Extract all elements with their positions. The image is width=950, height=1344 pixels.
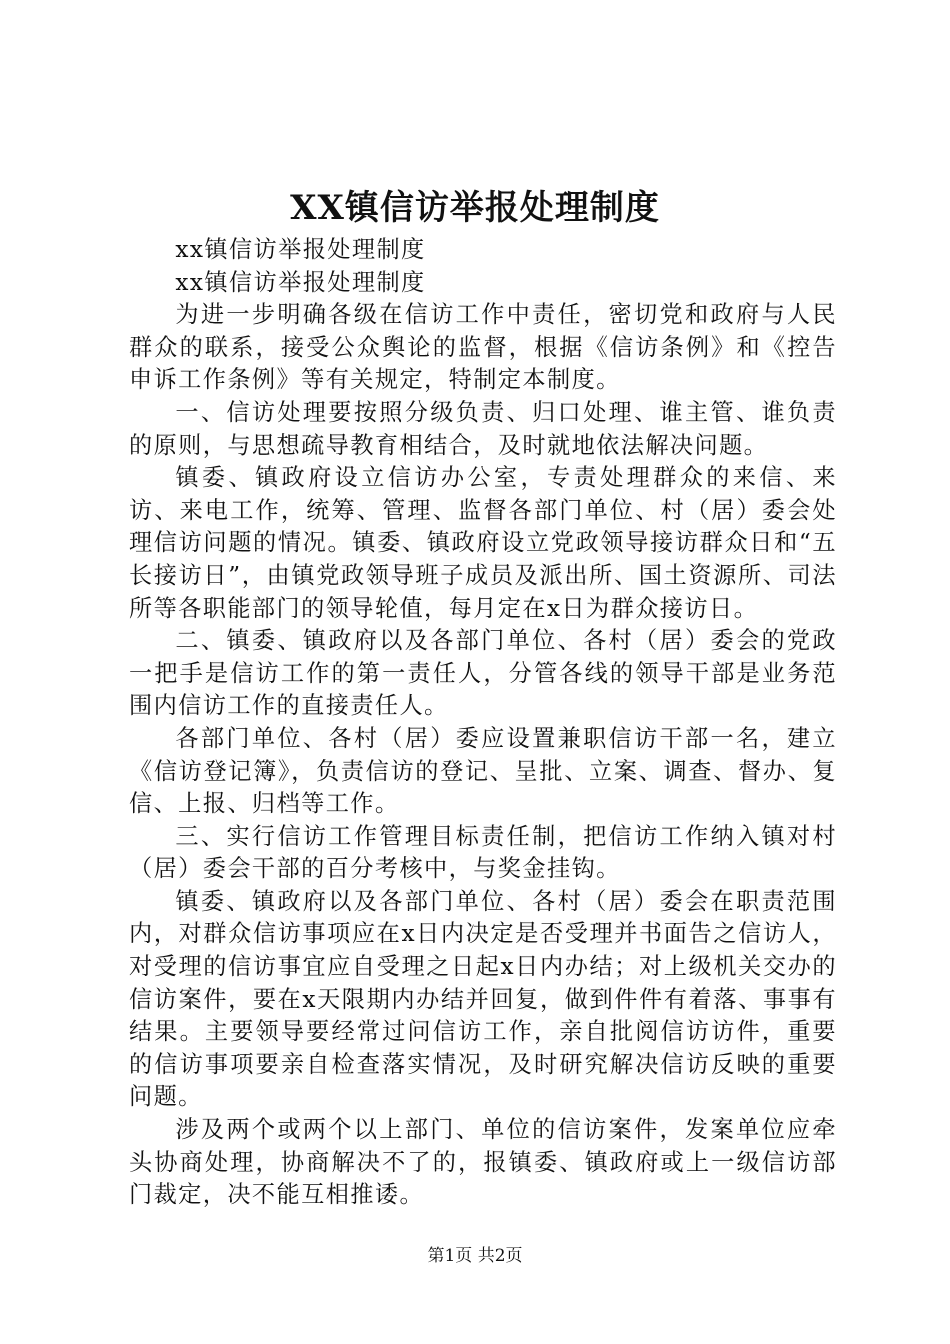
paragraph: 涉及两个或两个以上部门、单位的信访案件，发案单位应牵头协商处理，协商解决不了的，报镇委、镇政府或上一级信访部门裁定，决不能互相推诿。 bbox=[129, 1116, 837, 1209]
paragraph: 为进一步明确各级在信访工作中责任，密切党和政府与人民群众的联系，接受公众舆论的监督，根据《信访条例》和《控告申诉工作条例》等有关规定，特制定本制度。 bbox=[129, 301, 837, 394]
paragraph: xx镇信访举报处理制度 bbox=[175, 236, 426, 263]
paragraph: 一、信访处理要按照分级负责、归口处理、谁主管、谁负责的原则，与思想疏导教育相结合，及时就地依法解决问题。 bbox=[129, 398, 837, 459]
paragraph: 三、实行信访工作管理目标责任制，把信访工作纳入镇对村（居）委会干部的百分考核中，与奖金挂钩。 bbox=[129, 822, 837, 883]
paragraph: 镇委、镇政府设立信访办公室，专责处理群众的来信、来访、来电工作，统筹、管理、监督各部门单位、村（居）委会处理信访问题的情况。镇委、镇政府设立党政领导接访群众日和“五长接访日”，由镇党政领导班子成员及派出所、国土资源所、司法所等各职能部门的领导轮值，每月定在x日为群众接访日。 bbox=[129, 464, 837, 622]
paragraph: 各部门单位、各村（居）委应设置兼职信访干部一名，建立《信访登记簿》，负责信访的登记、呈批、立案、调查、督办、复信、上报、归档等工作。 bbox=[129, 724, 837, 818]
paragraph: 镇委、镇政府以及各部门单位、各村（居）委会在职责范围内，对群众信访事项应在x日内决定是否受理并书面告之信访人，对受理的信访事宜应自受理之日起x日内办结；对上级机关交办的信访案件，要在x天限期内办结并回复，做到件件有着落、事事有结果。主要领导要经常过问信访工作，亲自批阅信访访件，重要的信访事项要亲自检查落实情况，及时研究解决信访反映的重要问题。 bbox=[129, 887, 837, 1111]
page-number-footer: 第1页 共2页 bbox=[427, 1246, 523, 1266]
document-title: XX镇信访举报处理制度 bbox=[290, 188, 660, 228]
paragraph: xx镇信访举报处理制度 bbox=[175, 268, 426, 296]
paragraph: 二、镇委、镇政府以及各部门单位、各村（居）委会的党政一把手是信访工作的第一责任人，分管各线的领导干部是业务范围内信访工作的直接责任人。 bbox=[129, 627, 837, 720]
document-body bbox=[129, 234, 837, 1212]
